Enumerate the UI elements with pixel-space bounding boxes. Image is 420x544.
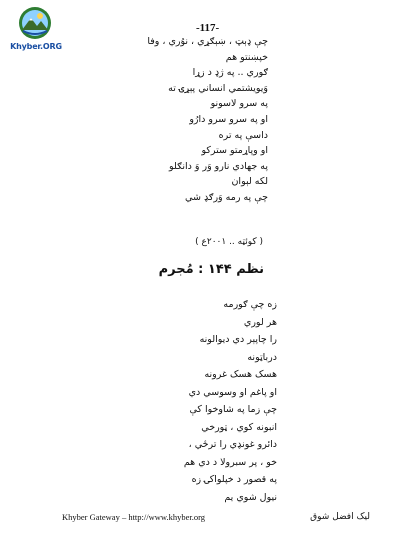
- poem-line: وَيويشتمي انساني پېړۍ ته: [168, 82, 268, 94]
- poem-line: داسې په تره: [218, 129, 268, 141]
- poem-line: درباټونه: [247, 351, 277, 363]
- poem-two: [184, 296, 277, 506]
- poem-line: نيول شوي يم: [224, 491, 277, 503]
- poem-one: [147, 34, 268, 206]
- poem-line: چې زما په شاوخوا کې: [189, 404, 277, 415]
- poem-date: ( کوئټه .. ۲۰۰۱ع ): [195, 237, 263, 247]
- footer-author: ليک افضل شوق: [310, 512, 370, 522]
- poem-line: زه چې ګورمه: [223, 299, 277, 310]
- poem-line: هسک هسک غرونه: [204, 369, 277, 380]
- poem-line: هر لوري: [243, 316, 277, 328]
- poem-line: او پاغم او وسوسي دي: [188, 386, 277, 398]
- poem-heading: نظم ۱۴۴ : مُجرم: [158, 262, 264, 277]
- footer-site-link[interactable]: Khyber Gateway – http://www.khyber.org: [62, 512, 206, 522]
- poem-line: دائرو غونډي را ترځي ،: [188, 439, 277, 450]
- mountain-sun-logo-icon: [18, 6, 52, 40]
- poem-line: په قصور د خپلواکۍ زه: [191, 474, 277, 485]
- poem-line: انبونه کوي ، ټورخي: [201, 421, 277, 433]
- poem-line: چې په رمه وَرګډ شي: [185, 191, 268, 203]
- poem-line: او وپاړمتو ستركو: [201, 145, 268, 157]
- poem-line: او په سرو سرو دارُو: [189, 113, 268, 125]
- poem-line: چې ډېټ ، ښېګړي ، نوُري ، وفا: [147, 36, 268, 47]
- poem-line: خو ، پر سبرولا د دي هم: [183, 456, 277, 468]
- poem-line: را چاپېر دي ديوالونه: [199, 334, 277, 345]
- page-number: -117-: [196, 22, 220, 34]
- poem-line: لکه لېوان: [231, 176, 268, 188]
- poem-line: خپښنتو هم: [225, 51, 268, 63]
- poem-line: په سرو لاسونو: [210, 98, 268, 110]
- khyber-logo: [8, 6, 64, 58]
- poem-line: ګوري .. په ژډ د زړا: [192, 67, 268, 79]
- poem-line: په جهادي نارو وَر وَ دانګلو: [169, 160, 268, 172]
- logo-text: Khyber.ORG: [10, 42, 62, 51]
